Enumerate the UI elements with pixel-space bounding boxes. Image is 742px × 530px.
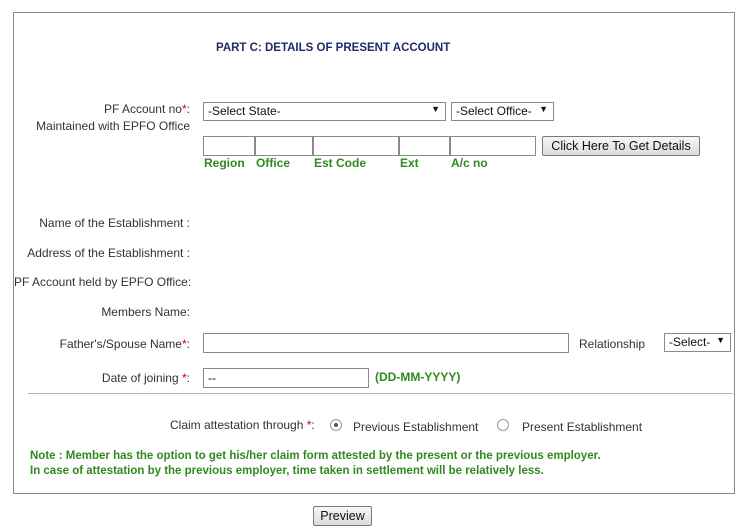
account-number-input[interactable] [450, 136, 536, 156]
radio-present-establishment[interactable] [497, 419, 509, 431]
triangle-down-icon: ▼ [539, 104, 548, 114]
radio-selected-dot [334, 423, 338, 427]
members-name-label: Members Name: [101, 305, 190, 319]
office-select-value: -Select Office- [456, 104, 532, 118]
divider [28, 393, 733, 394]
pf-office-label: PF Account held by EPFO Office: [14, 275, 192, 289]
relationship-select-value: -Select- [669, 335, 711, 349]
option-present-establishment-label: Present Establishment [522, 420, 643, 434]
ext-input[interactable] [399, 136, 450, 156]
option-previous-establishment-label: Previous Establishment [353, 420, 479, 434]
office-select[interactable] [451, 102, 554, 121]
date-of-joining-label: Date of joining *: [101, 371, 190, 385]
section-title: PART C: DETAILS OF PRESENT ACCOUNT [216, 42, 451, 54]
relationship-select[interactable] [664, 333, 731, 352]
segment-label-region: Region [204, 156, 245, 170]
triangle-down-icon: ▼ [716, 335, 725, 345]
state-select-value: -Select State- [208, 104, 281, 118]
radio-previous-establishment[interactable] [330, 419, 342, 431]
father-spouse-label: Father's/Spouse Name*: [59, 337, 190, 351]
segment-label-ext: Ext [400, 156, 419, 170]
preview-button[interactable]: Preview [313, 506, 372, 526]
pf-account-label: PF Account no*: [103, 102, 190, 116]
triangle-down-icon: ▼ [431, 104, 440, 114]
establishment-address-label: Address of the Establishment : [27, 246, 190, 260]
establishment-name-label: Name of the Establishment : [39, 216, 190, 230]
date-of-joining-input[interactable]: -- [203, 368, 369, 388]
claim-attestation-label: Claim attestation through *: [170, 418, 315, 432]
segment-label-est-code: Est Code [314, 156, 367, 170]
region-input[interactable] [203, 136, 255, 156]
note-line-1: Note : Member has the option to get his/her claim form attested by the present or the previous employer. [30, 450, 601, 462]
date-format-hint: (DD-MM-YYYY) [375, 370, 461, 384]
est-code-input[interactable] [313, 136, 399, 156]
father-spouse-input[interactable] [203, 333, 569, 353]
relationship-label: Relationship [579, 337, 646, 351]
segment-label-ac-no: A/c no [451, 156, 488, 170]
office-code-input[interactable] [255, 136, 313, 156]
note-line-2: In case of attestation by the previous employer, time taken in settlement will be relatively less. [30, 465, 544, 477]
pf-account-sublabel: Maintained with EPFO Office [36, 119, 190, 133]
state-select[interactable] [203, 102, 446, 121]
segment-label-office: Office [256, 156, 291, 170]
get-details-button[interactable]: Click Here To Get Details [542, 136, 700, 156]
